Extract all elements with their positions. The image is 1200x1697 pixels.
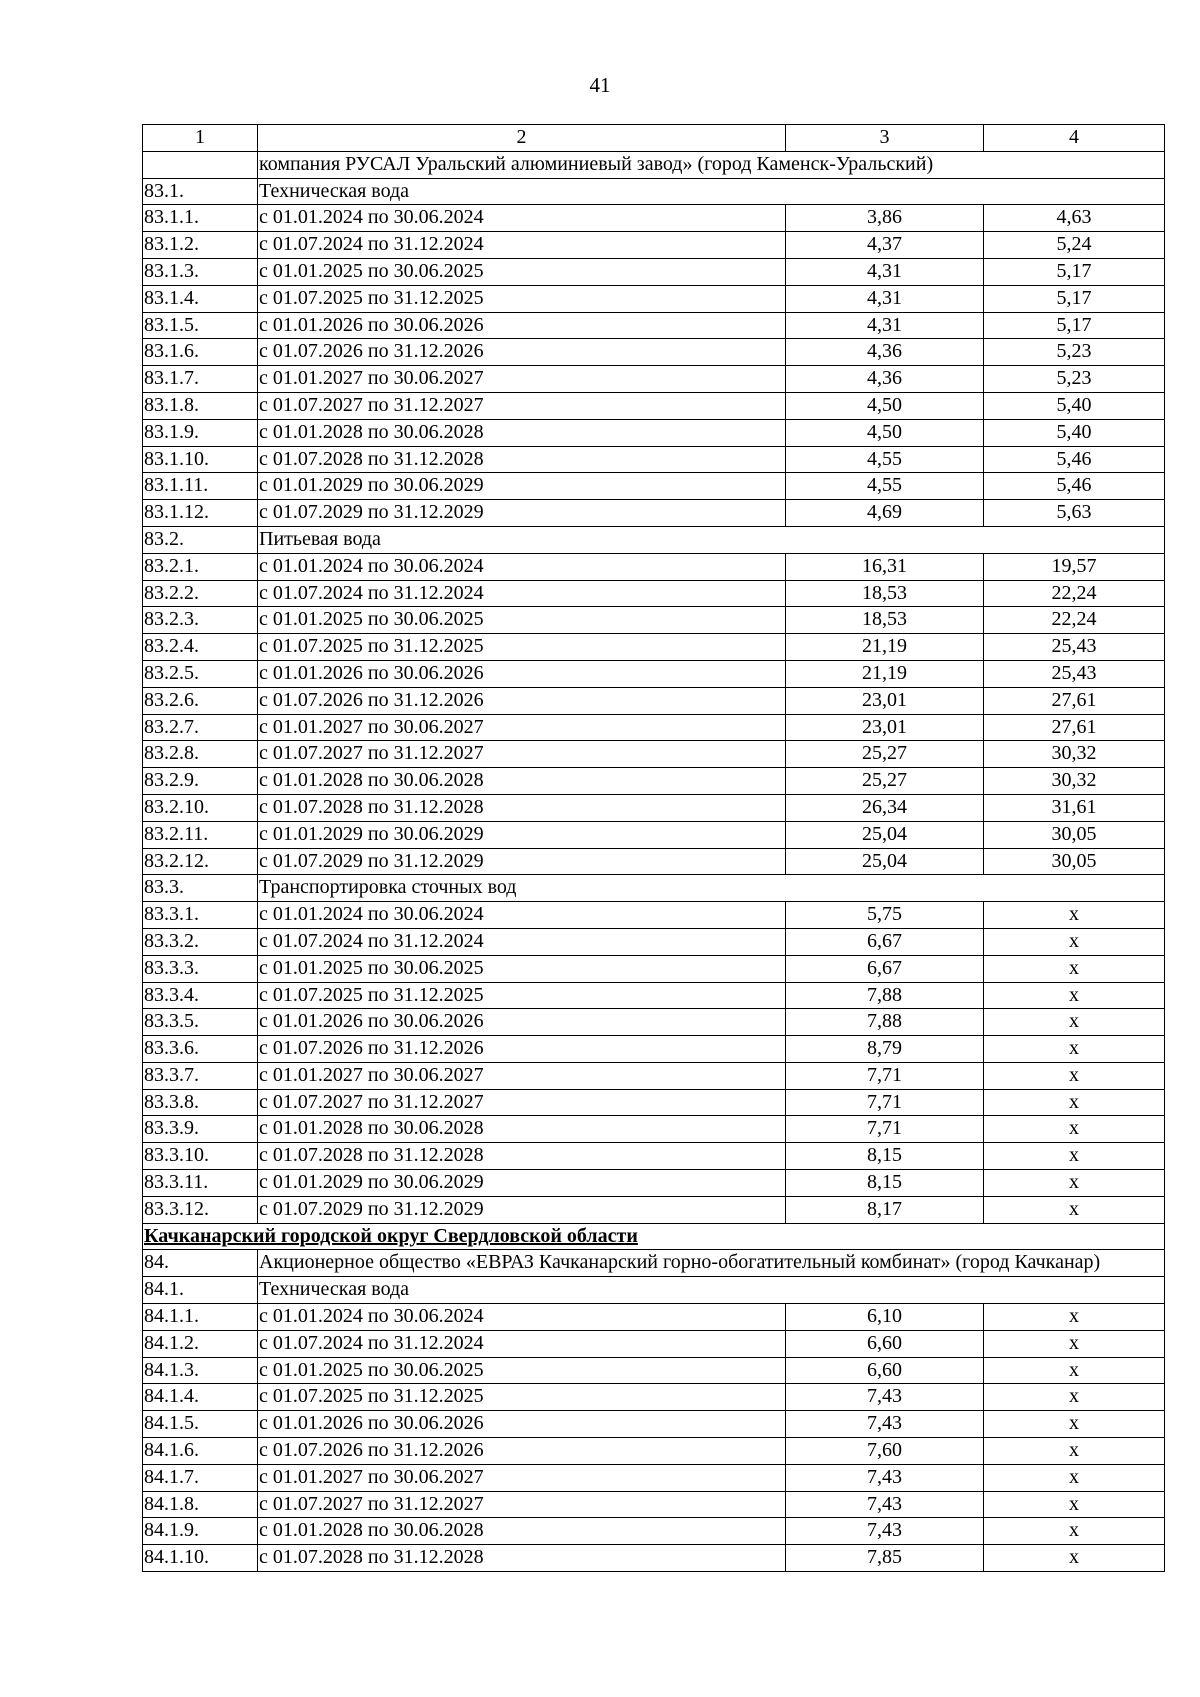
row-value-col4: 27,61 xyxy=(984,687,1165,714)
row-number: 83.3.8. xyxy=(143,1089,258,1116)
row-number: 83.2.11. xyxy=(143,821,258,848)
row-number: 84. xyxy=(143,1250,258,1277)
row-period: с 01.01.2025 по 30.06.2025 xyxy=(258,258,786,285)
row-number: 83.2. xyxy=(143,526,258,553)
row-number: 83.2.12. xyxy=(143,848,258,875)
row-value-col3: 25,04 xyxy=(786,821,984,848)
row-number: 83.2.3. xyxy=(143,607,258,634)
row-number: 84.1.1. xyxy=(143,1304,258,1331)
row-value-col4: 5,23 xyxy=(984,366,1165,393)
section-title: Техническая вода xyxy=(258,1277,1165,1304)
table-row xyxy=(143,1089,1165,1116)
row-number: 83.2.1. xyxy=(143,553,258,580)
row-value-col3: 26,34 xyxy=(786,794,984,821)
row-value-col4: 5,17 xyxy=(984,258,1165,285)
row-number: 83.3.1. xyxy=(143,902,258,929)
row-value-col3: 7,88 xyxy=(786,1009,984,1036)
row-number: 83.2.5. xyxy=(143,660,258,687)
table-row xyxy=(143,1036,1165,1063)
section-row xyxy=(143,1277,1165,1304)
row-period: с 01.01.2026 по 30.06.2026 xyxy=(258,1411,786,1438)
row-value-col3: 8,15 xyxy=(786,1170,984,1197)
row-number: 83.3. xyxy=(143,875,258,902)
row-value-col4: 5,40 xyxy=(984,419,1165,446)
table-row xyxy=(143,634,1165,661)
row-value-col4: 30,05 xyxy=(984,848,1165,875)
header-cell-1: 1 xyxy=(143,125,258,152)
row-value-col3: 3,86 xyxy=(786,205,984,232)
table-row xyxy=(143,982,1165,1009)
row-value-col4: 5,63 xyxy=(984,500,1165,527)
row-value-col4: х xyxy=(984,1491,1165,1518)
row-value-col3: 4,50 xyxy=(786,419,984,446)
row-value-col3: 4,31 xyxy=(786,285,984,312)
row-value-col4: 5,17 xyxy=(984,285,1165,312)
row-value-col3: 25,27 xyxy=(786,741,984,768)
table-row xyxy=(143,1438,1165,1465)
table-row xyxy=(143,607,1165,634)
row-number: 84.1.8. xyxy=(143,1491,258,1518)
table-row xyxy=(143,392,1165,419)
row-value-col3: 4,50 xyxy=(786,392,984,419)
row-period: с 01.07.2027 по 31.12.2027 xyxy=(258,741,786,768)
row-value-col4: х xyxy=(984,1170,1165,1197)
row-number: 83.2.6. xyxy=(143,687,258,714)
row-number: 83.3.10. xyxy=(143,1143,258,1170)
header-row xyxy=(143,125,1165,152)
header-cell-2: 2 xyxy=(258,125,786,152)
row-value-col3: 4,55 xyxy=(786,473,984,500)
row-period: с 01.07.2026 по 31.12.2026 xyxy=(258,1438,786,1465)
row-value-col4: 30,05 xyxy=(984,821,1165,848)
row-value-col4: х xyxy=(984,902,1165,929)
row-value-col3: 8,15 xyxy=(786,1143,984,1170)
row-number: 83.2.10. xyxy=(143,794,258,821)
row-value-col3: 23,01 xyxy=(786,714,984,741)
row-value-col3: 4,69 xyxy=(786,500,984,527)
table-row xyxy=(143,553,1165,580)
row-value-col3: 6,67 xyxy=(786,928,984,955)
row-value-col3: 4,31 xyxy=(786,258,984,285)
row-period: с 01.01.2027 по 30.06.2027 xyxy=(258,1464,786,1491)
row-number: 83.1.1. xyxy=(143,205,258,232)
row-number: 84.1.9. xyxy=(143,1518,258,1545)
row-period: с 01.07.2028 по 31.12.2028 xyxy=(258,446,786,473)
row-number: 83.3.11. xyxy=(143,1170,258,1197)
row-number: 84.1.3. xyxy=(143,1357,258,1384)
row-value-col3: 7,71 xyxy=(786,1089,984,1116)
row-number: 83.1.7. xyxy=(143,366,258,393)
row-value-col4: х xyxy=(984,1116,1165,1143)
table-row xyxy=(143,500,1165,527)
row-period: с 01.01.2026 по 30.06.2026 xyxy=(258,312,786,339)
row-number: 84.1.6. xyxy=(143,1438,258,1465)
row-value-col3: 4,31 xyxy=(786,312,984,339)
row-period: с 01.07.2025 по 31.12.2025 xyxy=(258,982,786,1009)
table-row xyxy=(143,1384,1165,1411)
row-number: 83.1.10. xyxy=(143,446,258,473)
row-value-col4: 5,24 xyxy=(984,232,1165,259)
row-value-col4: х xyxy=(984,1036,1165,1063)
row-value-col3: 7,88 xyxy=(786,982,984,1009)
row-value-col4: х xyxy=(984,1304,1165,1331)
row-value-col4: 27,61 xyxy=(984,714,1165,741)
row-period: с 01.07.2024 по 31.12.2024 xyxy=(258,1330,786,1357)
table-row xyxy=(143,446,1165,473)
row-value-col4: 5,46 xyxy=(984,446,1165,473)
row-value-col4: 22,24 xyxy=(984,580,1165,607)
row-period: с 01.01.2029 по 30.06.2029 xyxy=(258,473,786,500)
district-title: Качканарский городской округ Свердловской области xyxy=(143,1223,1165,1250)
table-row xyxy=(143,1009,1165,1036)
row-period: с 01.01.2027 по 30.06.2027 xyxy=(258,366,786,393)
row-period: с 01.01.2025 по 30.06.2025 xyxy=(258,955,786,982)
row-period: с 01.07.2027 по 31.12.2027 xyxy=(258,1491,786,1518)
section-title: Транспортировка сточных вод xyxy=(258,875,1165,902)
table-row xyxy=(143,928,1165,955)
row-number: 83.1.3. xyxy=(143,258,258,285)
row-value-col3: 6,10 xyxy=(786,1304,984,1331)
table-row xyxy=(143,285,1165,312)
row-period: с 01.07.2025 по 31.12.2025 xyxy=(258,634,786,661)
row-value-col4: 25,43 xyxy=(984,660,1165,687)
row-value-col3: 5,75 xyxy=(786,902,984,929)
row-value-col3: 4,36 xyxy=(786,339,984,366)
row-number: 83.3.2. xyxy=(143,928,258,955)
row-number: 84.1.2. xyxy=(143,1330,258,1357)
row-value-col4: х xyxy=(984,1438,1165,1465)
row-period: с 01.07.2029 по 31.12.2029 xyxy=(258,848,786,875)
row-value-col3: 18,53 xyxy=(786,607,984,634)
row-value-col3: 25,27 xyxy=(786,768,984,795)
table-row xyxy=(143,794,1165,821)
row-value-col4: х xyxy=(984,1062,1165,1089)
table-row xyxy=(143,1357,1165,1384)
row-period: с 01.07.2027 по 31.12.2027 xyxy=(258,392,786,419)
row-value-col4: х xyxy=(984,1357,1165,1384)
table-row xyxy=(143,848,1165,875)
row-number: 83.1.11. xyxy=(143,473,258,500)
row-value-col3: 8,79 xyxy=(786,1036,984,1063)
row-value-col4: 5,40 xyxy=(984,392,1165,419)
row-period: с 01.01.2027 по 30.06.2027 xyxy=(258,1062,786,1089)
row-period: с 01.07.2028 по 31.12.2028 xyxy=(258,1545,786,1572)
section-row xyxy=(143,875,1165,902)
row-period: с 01.01.2024 по 30.06.2024 xyxy=(258,1304,786,1331)
row-period: с 01.07.2024 по 31.12.2024 xyxy=(258,580,786,607)
row-value-col3: 7,43 xyxy=(786,1411,984,1438)
table-row xyxy=(143,1170,1165,1197)
table-row xyxy=(143,1330,1165,1357)
row-number: 83.3.9. xyxy=(143,1116,258,1143)
row-period: с 01.07.2024 по 31.12.2024 xyxy=(258,928,786,955)
table-row xyxy=(143,258,1165,285)
table-row xyxy=(143,1545,1165,1572)
row-period: с 01.01.2025 по 30.06.2025 xyxy=(258,1357,786,1384)
tariff-table xyxy=(142,124,1165,1572)
table-row xyxy=(143,1464,1165,1491)
page-number: 41 xyxy=(589,73,611,97)
row-value-col3: 8,17 xyxy=(786,1196,984,1223)
table-row xyxy=(143,955,1165,982)
row-value-col3: 7,43 xyxy=(786,1491,984,1518)
row-value-col4: х xyxy=(984,955,1165,982)
row-value-col3: 7,85 xyxy=(786,1545,984,1572)
row-period: с 01.07.2029 по 31.12.2029 xyxy=(258,500,786,527)
district-row xyxy=(143,1223,1165,1250)
table-row xyxy=(143,339,1165,366)
row-number: 83.1.8. xyxy=(143,392,258,419)
organization-row xyxy=(143,151,1165,178)
table-row xyxy=(143,660,1165,687)
row-value-col3: 7,71 xyxy=(786,1116,984,1143)
row-value-col3: 25,04 xyxy=(786,848,984,875)
row-value-col3: 7,43 xyxy=(786,1464,984,1491)
row-value-col4: х xyxy=(984,1411,1165,1438)
row-period: с 01.01.2028 по 30.06.2028 xyxy=(258,419,786,446)
row-value-col4: 4,63 xyxy=(984,205,1165,232)
row-number: 83.1.4. xyxy=(143,285,258,312)
row-value-col4: х xyxy=(984,1518,1165,1545)
row-number: 83.3.4. xyxy=(143,982,258,1009)
table-row xyxy=(143,419,1165,446)
row-number: 83.1.9. xyxy=(143,419,258,446)
row-number: 83.2.9. xyxy=(143,768,258,795)
section-title: Питьевая вода xyxy=(258,526,1165,553)
row-number: 84.1.10. xyxy=(143,1545,258,1572)
row-value-col4: х xyxy=(984,1143,1165,1170)
row-value-col4: х xyxy=(984,1330,1165,1357)
row-number: 83.1. xyxy=(143,178,258,205)
header-cell-4: 4 xyxy=(984,125,1165,152)
row-period: с 01.07.2029 по 31.12.2029 xyxy=(258,1196,786,1223)
table-body xyxy=(143,125,1165,1572)
row-value-col3: 7,60 xyxy=(786,1438,984,1465)
row-value-col3: 4,36 xyxy=(786,366,984,393)
table-row xyxy=(143,741,1165,768)
row-period: с 01.01.2026 по 30.06.2026 xyxy=(258,1009,786,1036)
row-value-col3: 7,43 xyxy=(786,1518,984,1545)
row-period: с 01.07.2026 по 31.12.2026 xyxy=(258,1036,786,1063)
row-value-col3: 7,71 xyxy=(786,1062,984,1089)
row-number: 83.3.3. xyxy=(143,955,258,982)
row-value-col4: х xyxy=(984,928,1165,955)
row-period: с 01.07.2028 по 31.12.2028 xyxy=(258,1143,786,1170)
organization-name: компания РУСАЛ Уральский алюминиевый завод» (город Каменск-Уральский) xyxy=(258,151,1165,178)
row-period: с 01.07.2026 по 31.12.2026 xyxy=(258,687,786,714)
row-value-col4: 5,17 xyxy=(984,312,1165,339)
row-number: 83.2.2. xyxy=(143,580,258,607)
organization-name: Акционерное общество «ЕВРАЗ Качканарский горно-обогатительный комбинат» (город Качканар) xyxy=(258,1250,1165,1277)
table-row xyxy=(143,312,1165,339)
table-row xyxy=(143,366,1165,393)
table-row xyxy=(143,1062,1165,1089)
row-number: 84.1.7. xyxy=(143,1464,258,1491)
table-row xyxy=(143,714,1165,741)
table-row xyxy=(143,687,1165,714)
row-period: с 01.07.2025 по 31.12.2025 xyxy=(258,1384,786,1411)
row-number: 83.2.8. xyxy=(143,741,258,768)
organization-row xyxy=(143,1250,1165,1277)
row-number: 83.3.7. xyxy=(143,1062,258,1089)
row-value-col4: 30,32 xyxy=(984,741,1165,768)
row-number: 83.2.4. xyxy=(143,634,258,661)
row-period: с 01.01.2027 по 30.06.2027 xyxy=(258,714,786,741)
table-row xyxy=(143,821,1165,848)
row-value-col3: 6,60 xyxy=(786,1357,984,1384)
table-row xyxy=(143,1518,1165,1545)
row-number: 83.1.5. xyxy=(143,312,258,339)
table-row xyxy=(143,232,1165,259)
section-title: Техническая вода xyxy=(258,178,1165,205)
table-row xyxy=(143,473,1165,500)
row-period: с 01.01.2029 по 30.06.2029 xyxy=(258,1170,786,1197)
row-period: с 01.01.2029 по 30.06.2029 xyxy=(258,821,786,848)
row-number: 83.2.7. xyxy=(143,714,258,741)
row-value-col4: х xyxy=(984,1089,1165,1116)
row-value-col4: х xyxy=(984,1384,1165,1411)
row-value-col3: 4,55 xyxy=(786,446,984,473)
table-row xyxy=(143,580,1165,607)
table-row xyxy=(143,1196,1165,1223)
row-value-col3: 6,67 xyxy=(786,955,984,982)
row-period: с 01.01.2028 по 30.06.2028 xyxy=(258,1518,786,1545)
row-period: с 01.01.2024 по 30.06.2024 xyxy=(258,902,786,929)
row-number: 84.1.4. xyxy=(143,1384,258,1411)
row-value-col3: 16,31 xyxy=(786,553,984,580)
row-number: 84.1.5. xyxy=(143,1411,258,1438)
row-value-col3: 18,53 xyxy=(786,580,984,607)
header-cell-3: 3 xyxy=(786,125,984,152)
row-number: 84.1. xyxy=(143,1277,258,1304)
row-period: с 01.01.2024 по 30.06.2024 xyxy=(258,205,786,232)
section-row xyxy=(143,178,1165,205)
table-row xyxy=(143,902,1165,929)
row-value-col4: 5,46 xyxy=(984,473,1165,500)
row-period: с 01.01.2028 по 30.06.2028 xyxy=(258,1116,786,1143)
row-period: с 01.07.2028 по 31.12.2028 xyxy=(258,794,786,821)
table-row xyxy=(143,1116,1165,1143)
row-number: 83.1.12. xyxy=(143,500,258,527)
row-value-col4: 22,24 xyxy=(984,607,1165,634)
row-value-col4: х xyxy=(984,1196,1165,1223)
row-period: с 01.07.2026 по 31.12.2026 xyxy=(258,339,786,366)
row-value-col4: 31,61 xyxy=(984,794,1165,821)
row-value-col4: 5,23 xyxy=(984,339,1165,366)
row-number: 83.1.2. xyxy=(143,232,258,259)
row-value-col3: 4,37 xyxy=(786,232,984,259)
table-row xyxy=(143,1304,1165,1331)
row-value-col4: х xyxy=(984,1545,1165,1572)
row-period: с 01.07.2025 по 31.12.2025 xyxy=(258,285,786,312)
row-value-col3: 7,43 xyxy=(786,1384,984,1411)
row-value-col4: 19,57 xyxy=(984,553,1165,580)
row-value-col3: 21,19 xyxy=(786,660,984,687)
row-value-col3: 21,19 xyxy=(786,634,984,661)
row-value-col4: х xyxy=(984,1464,1165,1491)
row-value-col4: 25,43 xyxy=(984,634,1165,661)
table-row xyxy=(143,768,1165,795)
table-row xyxy=(143,205,1165,232)
row-period: с 01.01.2028 по 30.06.2028 xyxy=(258,768,786,795)
row-value-col4: х xyxy=(984,982,1165,1009)
row-number: 83.1.6. xyxy=(143,339,258,366)
section-row xyxy=(143,526,1165,553)
row-value-col3: 6,60 xyxy=(786,1330,984,1357)
row-period: с 01.07.2027 по 31.12.2027 xyxy=(258,1089,786,1116)
table-row xyxy=(143,1411,1165,1438)
row-period: с 01.01.2024 по 30.06.2024 xyxy=(258,553,786,580)
row-number: 83.3.6. xyxy=(143,1036,258,1063)
row-number: 83.3.5. xyxy=(143,1009,258,1036)
row-value-col3: 23,01 xyxy=(786,687,984,714)
row-number xyxy=(143,151,258,178)
row-period: с 01.07.2024 по 31.12.2024 xyxy=(258,232,786,259)
table-row xyxy=(143,1491,1165,1518)
row-number: 83.3.12. xyxy=(143,1196,258,1223)
row-period: с 01.01.2026 по 30.06.2026 xyxy=(258,660,786,687)
row-value-col4: 30,32 xyxy=(984,768,1165,795)
row-period: с 01.01.2025 по 30.06.2025 xyxy=(258,607,786,634)
table-row xyxy=(143,1143,1165,1170)
row-value-col4: х xyxy=(984,1009,1165,1036)
